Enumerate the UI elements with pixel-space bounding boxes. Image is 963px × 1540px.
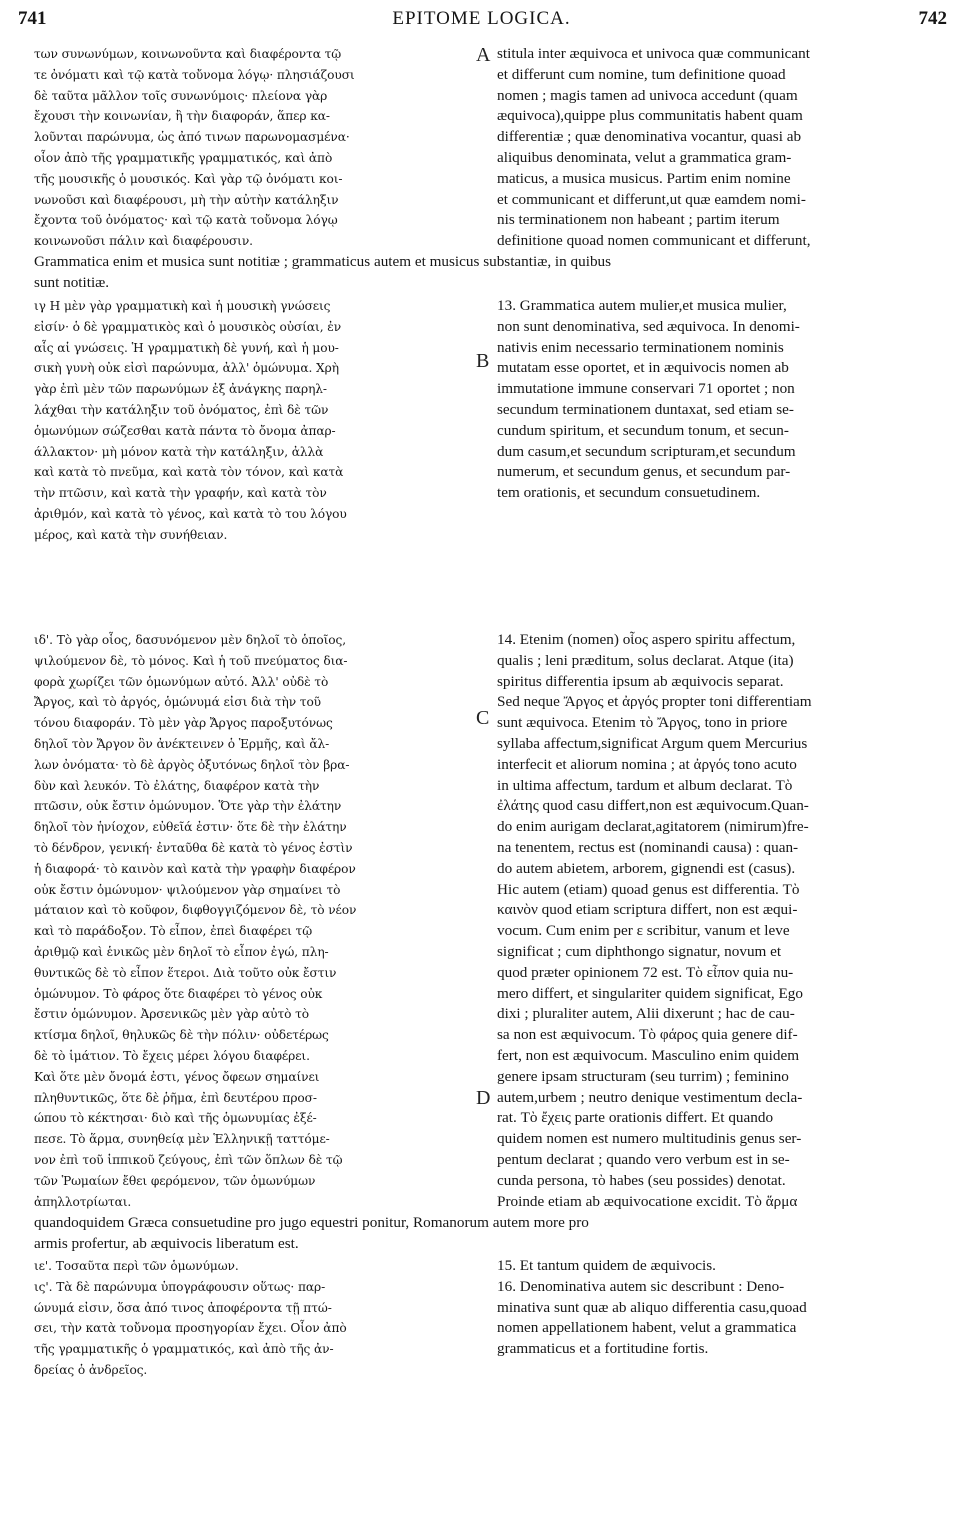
latin-text-line: aliquibus denominata, velut a grammatica gram- <box>497 148 792 166</box>
latin-text-line: immutatione immune conservari 71 oportet ; non <box>497 380 795 398</box>
latin-text-line: minativa sunt quæ ab aliquo differentia casu,quoad <box>497 1298 807 1316</box>
greek-text-line: δηλοῖ τὸν Ἄργον ὃν ἀνέκτεινεν ὁ Ἑρμῆς, καὶ ἄλ- <box>34 736 330 751</box>
greek-text-line: σικὴ γυνὴ οὐκ εἰσὶ παρώνυμα, ἀλλ' ὁμώνυμα. Χρὴ <box>34 361 339 376</box>
greek-text-line: των συνωνύμων, κοινωνοῦντα καὶ διαφέροντα τῷ <box>34 47 342 61</box>
latin-text-line: do enim aurigam declarat,agitatorem (nimirum)fre- <box>497 818 809 836</box>
latin-text-line: nomen appellationem habent, velut a grammatica <box>497 1319 797 1337</box>
greek-text-line: ιε'. Τοσαῦτα περὶ τῶν ὁμωνύμων. <box>34 1259 239 1273</box>
latin-text-line: dum casum,et secundum scripturam,et secundum <box>497 442 796 460</box>
latin-text-line: nomen ; magis tamen ad univoca accedunt (quam <box>497 86 798 104</box>
margin-marker-b: B <box>476 350 490 372</box>
latin-text-line: cunda persona, τὸ habes (seu possides) denotat. <box>497 1171 786 1189</box>
latin-text-line: nativis enim necessario terminationem nominis <box>497 338 784 356</box>
latin-text-line: pentum declarat ; quando vero verbum est in se- <box>497 1150 790 1168</box>
latin-text-line: 13. Grammatica autem mulier,et musica mulier, <box>497 297 787 314</box>
greek-text-line: νωνοῦσι καὶ διαφέρουσι, μὴ τὴν αὐτὴν κατάληξιν <box>34 192 339 207</box>
greek-text-line: ὁμωνύμων σώζεσθαι κατὰ πάντα τὸ ὄνομα ἀπαρ- <box>34 423 336 438</box>
latin-text-line: tem orationis, et secundum consuetudinem. <box>497 484 761 502</box>
full-width-text-block-3 <box>34 1213 936 1255</box>
latin-text-line: ἐλάτης quod casu differt,non est æquivocum.Quan- <box>497 797 809 815</box>
greek-text-line: λων ὀνόματα· τὸ δὲ ἀργὸς ὀξυτόνως δηλοῖ τὸν βρα- <box>34 757 350 772</box>
greek-text-line: ιδ'. Τὸ γὰρ οἷος, δασυνόμενον μὲν δηλοῖ τὸ ὁποῖος, <box>34 633 346 647</box>
latin-column-block-1 <box>497 44 937 252</box>
latin-text-line: sunt notitiæ. <box>34 273 110 291</box>
running-title: EPITOME LOGICA. <box>392 8 571 29</box>
greek-text-line: πληθυντικῶς, ὅτε δὲ ῥῆμα, ἐπὶ δευτέρου προσ- <box>34 1090 317 1105</box>
greek-text-line: λοῦνται παρώνυμα, ὡς ἀπό τινων παρωνομασμένα· <box>34 130 350 145</box>
greek-text-line: φορὰ χωρίζει τῶν ὁμωνύμων αὐτό. Ἀλλ' οὐδὲ τὸ <box>34 674 329 689</box>
latin-text-line: Grammatica enim et musica sunt notitiæ ; grammaticus autem et musicus substantiæ, in quibus <box>34 253 612 270</box>
latin-text-line: stitula inter æquivoca et univoca quæ communicant <box>497 45 810 62</box>
greek-text-line: θυντικῶς δὲ τὸ εἶπον ἕτεροι. Διὰ τοῦτο οὐκ ἔστιν <box>34 965 337 980</box>
latin-text-line: significat ; cum diphthongo signatur, novum et <box>497 942 782 960</box>
latin-text-line: Sed neque Ἄργος et ἀργός propter toni differentiam <box>497 693 812 711</box>
greek-text-line: τὴν πτῶσιν, καὶ κατὰ τὴν γραφήν, καὶ κατὰ τὸν <box>34 486 327 501</box>
greek-text-line: τε ὀνόματι καὶ τῷ κατὰ τοὔνομα λόγῳ· πλησιάζουσι <box>34 67 355 82</box>
margin-marker-a: A <box>476 44 491 66</box>
left-page-number: 741 <box>18 8 47 29</box>
greek-text-line: ώπου τὸ κέκτησαι· διὸ καὶ τῆς ὁμωνυμίας ἐξέ- <box>34 1111 317 1126</box>
latin-text-line: καινὸν quod etiam scriptura differt, non est æqui- <box>497 901 798 919</box>
greek-text-line: πτῶσιν, οὐκ ἔστιν ὁμώνυμον. Ὅτε γὰρ τὴν ἐλάτην <box>34 799 342 814</box>
latin-text-line: 16. Denominativa autem sic describunt : Deno- <box>497 1277 785 1295</box>
greek-text-line: οἷον ἀπὸ τῆς γραμματικῆς γραμματικός, καὶ ἀπὸ <box>34 150 333 165</box>
latin-text-line: grammaticus et a fortitudine fortis. <box>497 1340 709 1358</box>
greek-column-block-1 <box>34 44 470 252</box>
latin-text-line: cundum spiritum, et secundum tonum, et secun- <box>497 421 789 439</box>
latin-text-line: syllaba affectum,significat Argum quem Mercurius <box>497 734 808 752</box>
greek-text-line: εἰσίν· ὁ δὲ γραμματικὸς καὶ ὁ μουσικὸς οὐσίαι, ἐν <box>34 319 342 334</box>
greek-text-line: γὰρ ἐπὶ μὲν τῶν παρωνύμων ἐξ ἀνάγκης παρηλ- <box>34 382 327 397</box>
greek-text-line: τόνου διαφοράν. Τὸ μὲν γὰρ Ἄργος παροξυτόνως <box>34 716 333 731</box>
latin-text-line: in ultima affectum, tardum et album declarat. Τὸ <box>497 776 793 794</box>
greek-text-line: ἀπηλλοτρίωται. <box>34 1194 132 1209</box>
latin-text-line: mero differt, et singulariter quidem significat, Ego <box>497 984 803 1002</box>
greek-text-line: μάταιον καὶ τὸ κοῦφον, διφθογγιζόμενον δὲ, τὸ νέον <box>34 903 357 918</box>
greek-text-line: καὶ κατὰ τὸ πνεῦμα, καὶ κατὰ τὸν τόνον, καὶ κατὰ <box>34 465 344 480</box>
greek-text-line: μέρος, καὶ κατὰ τὴν συνήθειαν. <box>34 527 228 542</box>
greek-text-line: ώνυμά εἰσιν, ὅσα ἀπό τινος ἀποφέροντα τῇ πτώ- <box>34 1300 332 1315</box>
latin-text-line: dixi ; pluraliter autem, Alii dixerunt ; hac de cau- <box>497 1005 795 1023</box>
greek-text-line: ις'. Τὰ δὲ παρώνυμα ὑπογράφουσιν οὕτως· παρ- <box>34 1279 326 1294</box>
greek-text-line: καὶ τὸ παράδοξον. Τὸ εἶπον, ἐπεὶ διαφέρει τῷ <box>34 924 313 939</box>
greek-text-line: τὸ δένδρον, γενική· ἐνταῦθα δὲ κατὰ τὸ γένος ἐστὶν <box>34 840 353 855</box>
latin-text-line: vocum. Cum enim per ε scribitur, vanum et leve <box>497 922 790 940</box>
latin-column-block-3 <box>497 630 937 1212</box>
latin-text-line: et communicant et differunt,ut quæ eamdem nomi- <box>497 190 806 208</box>
latin-text-line: quandoquidem Græca consuetudine pro jugo equestri ponitur, Romanorum autem more pro <box>34 1214 589 1231</box>
latin-text-line: na tenentem, rectus est (nominandi causa) : quan- <box>497 838 799 856</box>
latin-text-line: do autem abietem, arborem, gignendi est (casus). <box>497 859 796 877</box>
latin-text-line: numerum, et secundum genus, et secundum par- <box>497 463 791 481</box>
greek-text-line: ἔχουσι τὴν κοινωνίαν, ἢ τὴν διαφοράν, ἅπερ κα- <box>34 109 330 124</box>
greek-text-line: δὲ ταῦτα μᾶλλον τοῖς συνωνύμοις· πλείονα γὰρ <box>34 88 328 103</box>
latin-text-line: quod præter opinionem 72 est. Τὸ εἶπον quia nu- <box>497 963 794 981</box>
latin-text-line: fert, non est æquivocum. Masculino enim quidem <box>497 1046 800 1064</box>
greek-column-block-2 <box>34 296 470 546</box>
greek-text-line: λάχθαι τὴν κατάληξιν τοῦ ὀνόματος, ἐπὶ δὲ τῶν <box>34 402 329 417</box>
greek-text-line: τῆς γραμματικῆς ὁ γραμματικός, καὶ ἀπὸ τῆς ἀν- <box>34 1342 334 1357</box>
full-width-text-block-1 <box>34 252 936 294</box>
greek-text-line: άλλακτον· μὴ μόνον κατὰ τὴν κατάληξιν, ἀλλὰ <box>34 444 324 459</box>
greek-text-line: ἀριθμόν, καὶ κατὰ τὸ γένος, καὶ κατὰ τὸ του λόγου <box>34 506 347 521</box>
greek-text-line: δὺν καὶ λευκόν. Τὸ ἐλάτης, διαφέρον κατὰ τὴν <box>34 778 320 793</box>
latin-text-line: æquivoca),quippe plus communitatis habent quam <box>497 107 803 125</box>
latin-text-line: 14. Etenim (nomen) οἷος aspero spiritu affectum, <box>497 631 796 648</box>
latin-text-line: genere ipsam structuram (seu turrim) ; feminino <box>497 1067 789 1085</box>
margin-marker-d: D <box>476 1087 491 1109</box>
latin-text-line: definitione quoad nomen communicant et differunt, <box>497 232 811 250</box>
latin-text-line: Proinde etiam ab æquivocatione excidit. Τὸ ἅρμα <box>497 1192 798 1210</box>
greek-text-line: ὁμώνυμον. Τὸ φάρος ὅτε διαφέρει τὸ γένος οὐκ <box>34 986 323 1001</box>
latin-text-line: sunt æquivoca. Etenim τὸ Ἄργος, tono in priore <box>497 714 788 732</box>
greek-text-line: ιγ Η μὲν γὰρ γραμματικὴ καὶ ἡ μουσικὴ γνώσεις <box>34 299 331 313</box>
latin-text-line: non sunt denominativa, sed æquivoca. In denomi- <box>497 317 800 335</box>
greek-column-block-3 <box>34 630 470 1212</box>
greek-text-line: δρείας ὁ ἀνδρεῖος. <box>34 1362 148 1377</box>
greek-text-line: ἡ διαφορά· τὸ καινὸν καὶ κατὰ τὴν γραφὴν διαφέρον <box>34 861 356 876</box>
greek-text-line: πεσε. Τὸ ἅρμα, συνηθείᾳ μὲν Ἑλληνικῇ ταττόμε- <box>34 1132 330 1147</box>
latin-text-line: 15. Et tantum quidem de æquivocis. <box>497 1257 716 1274</box>
latin-text-line: sa non est æquivocum. Τὸ φάρος quia genere dif- <box>497 1026 798 1044</box>
greek-text-line: κοινωνοῦσι πάλιν καὶ διαφέρουσιν. <box>34 234 253 249</box>
greek-text-line: ψιλούμενον δὲ, τὸ μόνος. Καὶ ἡ τοῦ πνεύματος δια- <box>34 653 348 668</box>
latin-text-line: qualis ; leni præditum, solus declarat. Atque (ita) <box>497 651 794 669</box>
latin-text-line: maticus, a musica musicus. Partim enim nomine <box>497 169 791 187</box>
latin-column-block-4 <box>497 1256 937 1360</box>
right-page-number: 742 <box>918 8 947 29</box>
greek-text-line: οὐκ ἔστιν ὁμώνυμον· ψιλούμενον γὰρ σημαίνει τὸ <box>34 882 341 897</box>
latin-text-line: mutatam esse oportet, et in æquivocis nomen ab <box>497 359 789 377</box>
greek-text-line: νον ἐπὶ τοῦ ἱππικοῦ ζεύγους, ἐπὶ τῶν ὅπλων δὲ τῷ <box>34 1152 343 1167</box>
latin-text-line: autem,urbem ; neutro denique vestimentum decla- <box>497 1088 803 1106</box>
greek-text-line: αἷς αἱ γνώσεις. Ἡ γραμματικὴ δὲ γυνή, καὶ ἡ μου- <box>34 340 339 355</box>
greek-column-block-4 <box>34 1256 470 1381</box>
latin-text-line: armis profertur, ab æquivocis liberatum est. <box>34 1234 299 1252</box>
greek-text-line: Ἄργος, καὶ τὸ ἀργός, ὁμώνυμά εἰσι διὰ τὴν τοῦ <box>34 695 321 710</box>
greek-text-line: ἔχοντα τοῦ ὀνόματος· καὶ τῷ κατὰ τοὔνομα λόγῳ <box>34 213 338 228</box>
latin-text-line: secundum terminationem duntaxat, sed etiam se- <box>497 400 794 418</box>
latin-text-line: nis terminationem non habeant ; partim iterum <box>497 211 780 229</box>
greek-text-line: κτίσμα δηλοῖ, θηλυκῶς δὲ τὴν πόλιν· οὐδετέρως <box>34 1028 329 1043</box>
latin-text-line: differentiæ ; quæ denominativa vocantur, quasi ab <box>497 128 802 146</box>
latin-text-line: rat. Τὸ ἔχεις parte orationis differt. Et quando <box>497 1109 774 1127</box>
greek-text-line: δηλοῖ τὸν ἡνίοχον, εὐθεῖά ἐστιν· ὅτε δὲ τὴν ἐλάτην <box>34 820 347 835</box>
latin-text-line: Hic autem (etiam) quoad genus est differentia. Τὸ <box>497 880 800 898</box>
greek-text-line: Καὶ ὅτε μὲν ὄνομά ἐστι, γένος ὄφεων σημαίνει <box>34 1069 320 1084</box>
latin-text-line: et differunt cum nomine, tum definitione quoad <box>497 65 786 83</box>
greek-text-line: σει, τὴν κατὰ τοὔνομα προσηγορίαν ἔχει. Οἷον ἀπὸ <box>34 1321 347 1336</box>
greek-text-line: τῆς μουσικῆς ὁ μουσικός. Καὶ γὰρ τῷ ὀνόματι κοι- <box>34 171 343 186</box>
latin-text-line: spiritus differentia ipsum ab æquivocis separat. <box>497 672 784 690</box>
greek-text-line: τῶν Ῥωμαίων ἔθει φερόμενον, τῶν ὁμωνύμων <box>34 1173 316 1188</box>
greek-text-line: δὲ τὸ ἱμάτιον. Τὸ ἔχεις μέρει λόγου διαφέρει. <box>34 1048 310 1063</box>
greek-text-line: ἔστιν ὁμώνυμον. Ἀρσενικῶς μὲν γὰρ αὐτὸ τὸ <box>34 1007 310 1022</box>
latin-text-line: interfecit et aliorum nomina ; at ἀργός tono acuto <box>497 755 797 773</box>
latin-column-block-2 <box>497 296 937 504</box>
greek-text-line: ἀριθμῷ καὶ ἑνικῶς μὲν δηλοῖ τὸ εἶπον ἐγώ, πλη- <box>34 944 329 959</box>
margin-marker-c: C <box>476 707 490 729</box>
latin-text-line: quidem nomen est numero multitudinis genus ser- <box>497 1130 802 1148</box>
